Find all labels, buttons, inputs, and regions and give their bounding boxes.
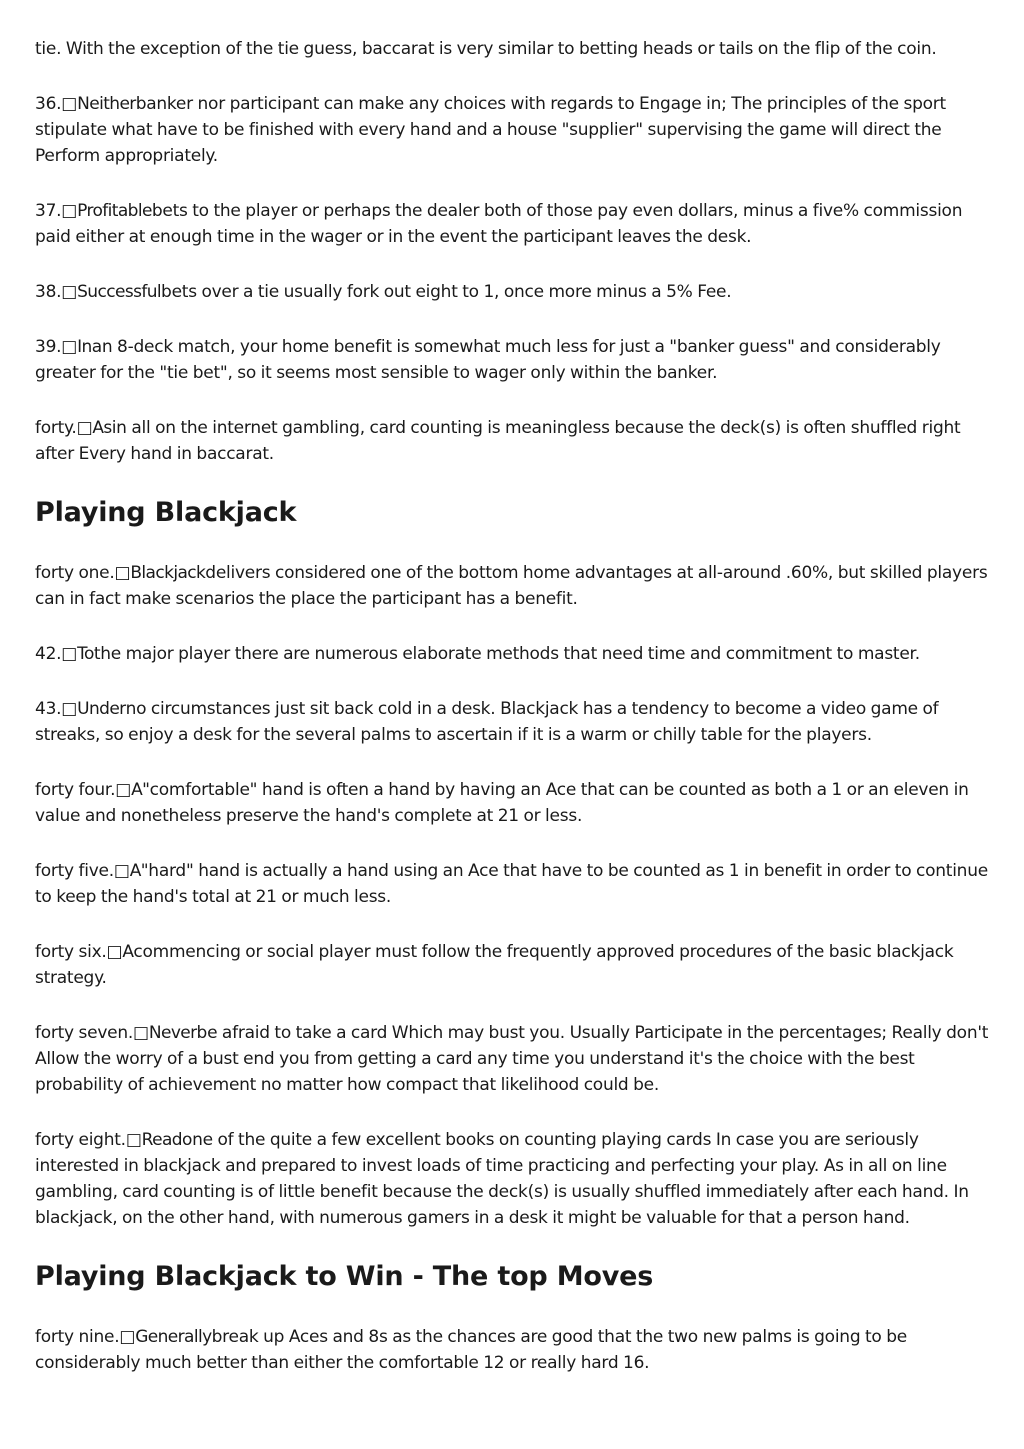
paragraph-36	[35, 91, 995, 169]
item-number: forty four.□	[35, 780, 132, 800]
section-heading-playing-blackjack-to-win: Playing Blackjack to Win - The top Moves	[35, 1261, 654, 1292]
lead-word: Successful	[77, 282, 162, 302]
lead-word: Profitable	[77, 201, 152, 221]
item-number: 36.□	[35, 94, 78, 114]
paragraph-text: one of the quite a few excellent books on counting playing cards In case you are seriously interested in blackjack and prepared to invest loads of time practicing and perfecting your play. As in all on line gambling, card counting is of little benefit because the deck(s) is usually shuffled immediately after each hand. In blackjack, on the other hand, with numerous gamers in a desk it might be valuable for that a person hand.	[35, 1130, 969, 1228]
item-number: 38.□	[35, 282, 78, 302]
item-number: 37.□	[35, 201, 78, 221]
paragraph-text: in all on the internet gambling, card counting is meaningless because the deck(s) is often shuffled right after Every hand in baccarat.	[35, 418, 961, 464]
paragraph-39	[35, 334, 995, 386]
item-number: 43.□	[35, 699, 78, 719]
lead-word: As	[92, 418, 112, 438]
paragraph-37	[35, 198, 995, 250]
paragraph-44	[35, 777, 995, 829]
paragraph-40	[35, 415, 995, 467]
paragraph-text: tie. With the exception of the tie guess, baccarat is very similar to betting heads or tails on the flip of the coin.	[35, 39, 937, 59]
item-number: forty seven.□	[35, 1023, 149, 1043]
paragraph-38	[35, 279, 995, 305]
lead-word: To	[77, 644, 94, 664]
paragraph-text: bets to the player or perhaps the dealer both of those pay even dollars, minus a five% commission paid either at enough time in the wager or in the event the participant leaves the desk.	[35, 201, 963, 247]
lead-word: Never	[148, 1023, 197, 1043]
paragraph-46	[35, 939, 995, 991]
paragraph-text: delivers considered one of the bottom home advantages at all-around .60%, but skilled players can in fact make scenarios the place the participant has a benefit.	[35, 563, 988, 609]
paragraph-42	[35, 641, 995, 667]
lead-word: In	[77, 337, 92, 357]
paragraph-43	[35, 696, 995, 748]
paragraph-text: an 8-deck match, your home benefit is somewhat much less for just a "banker guess" and considerably greater for the "tie bet", so it seems most sensible to wager only within the banker.	[35, 337, 941, 383]
item-number: 39.□	[35, 337, 78, 357]
paragraph-text: banker nor participant can make any choices with regards to Engage in; The principles of the sport stipulate what have to be finished with every hand and a house "supplier" supervising the game will direct the Perform appropriately.	[35, 94, 946, 166]
item-number: forty five.□	[35, 861, 130, 881]
paragraph-text: bets over a tie usually fork out eight to 1, once more minus a 5% Fee.	[161, 282, 732, 302]
lead-word: Generally	[135, 1327, 212, 1347]
item-number: forty nine.□	[35, 1327, 136, 1347]
item-number: forty.□	[35, 418, 93, 438]
item-number: forty six.□	[35, 942, 123, 962]
lead-word: Under	[77, 699, 126, 719]
paragraph-49	[35, 1324, 995, 1376]
lead-word: A	[122, 942, 134, 962]
paragraph-text: "comfortable" hand is often a hand by having an Ace that can be counted as both a 1 or an eleven in value and nonetheless preserve the hand's complete at 21 or less.	[35, 780, 969, 826]
lead-word: Read	[141, 1130, 182, 1150]
item-number: 42.□	[35, 644, 78, 664]
paragraph-text: break up Aces and 8s as the chances are good that the two new palms is going to be considerably much better than either the comfortable 12 or really hard 16.	[35, 1327, 907, 1373]
document-page	[35, 36, 995, 1405]
paragraph-41	[35, 560, 995, 612]
item-number: forty one.□	[35, 563, 131, 583]
section-heading-playing-blackjack: Playing Blackjack	[35, 497, 297, 528]
paragraph-text: the major player there are numerous elaborate methods that need time and commitment to master.	[93, 644, 920, 664]
paragraph-text: no circumstances just sit back cold in a desk. Blackjack has a tendency to become a video game of streaks, so enjoy a desk for the several palms to ascertain if it is a warm or chilly table for the players.	[35, 699, 939, 745]
paragraph-47	[35, 1020, 995, 1098]
paragraph-45	[35, 858, 995, 910]
paragraph-tie-continuation	[35, 36, 995, 62]
item-number: forty eight.□	[35, 1130, 142, 1150]
paragraph-text: be afraid to take a card Which may bust you. Usually Participate in the percentages; Really don't Allow the worry of a bust end you from getting a card any time you understand it's the choice with the best probability of achievement no matter how compact that likelihood could be.	[35, 1023, 989, 1095]
paragraph-48	[35, 1127, 995, 1231]
lead-word: A	[131, 780, 143, 800]
paragraph-text: "hard" hand is actually a hand using an Ace that have to be counted as 1 in benefit in order to continue to keep the hand's total at 21 or much less.	[35, 861, 988, 907]
paragraph-text: commencing or social player must follow the frequently approved procedures of the basic blackjack strategy.	[35, 942, 954, 988]
lead-word: Blackjack	[130, 563, 206, 583]
lead-word: A	[129, 861, 141, 881]
lead-word: Neither	[77, 94, 136, 114]
